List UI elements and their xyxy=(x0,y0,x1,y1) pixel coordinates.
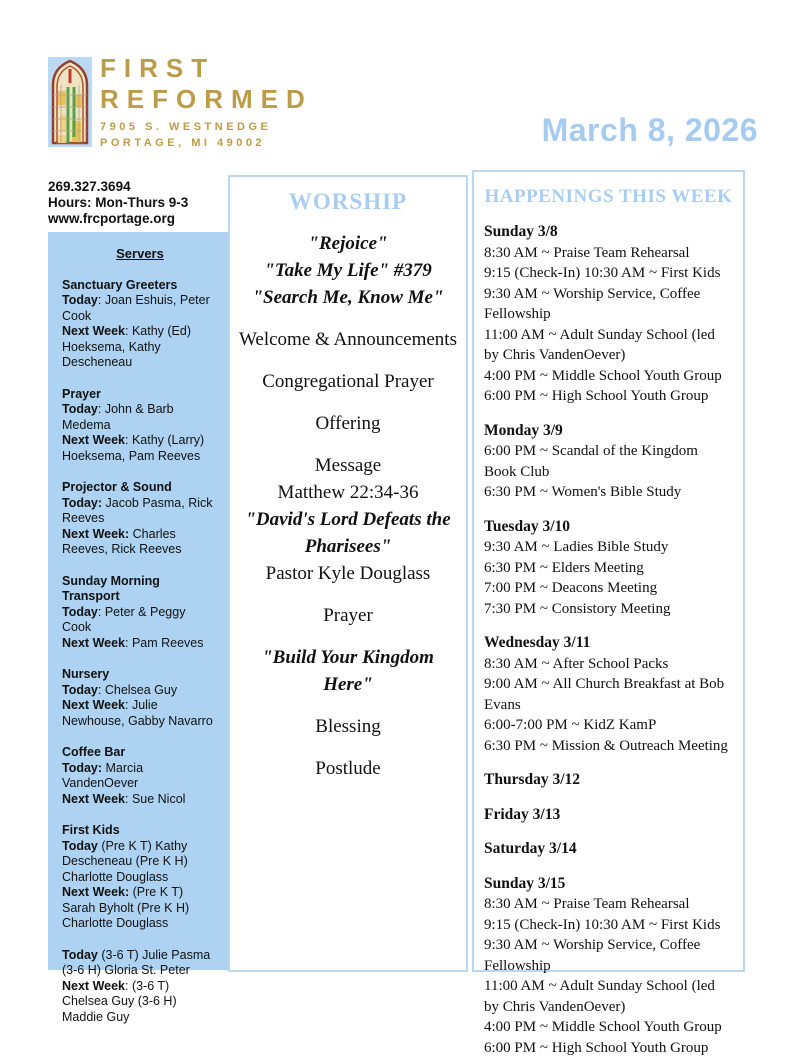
day-block-tuesday-3-10 xyxy=(484,517,733,620)
server-section-prayer xyxy=(62,387,218,465)
song-title: "Build Your Kingdom Here" xyxy=(236,644,460,698)
section-heading: Coffee Bar xyxy=(62,745,218,761)
event: 11:00 AM ~ Adult Sunday School (led by Chris VandenOever) xyxy=(484,325,733,366)
worship-item: Congregational Prayer xyxy=(236,368,460,395)
server-line: Next Week: (3-6 T) Chelsea Guy (3-6 H) Maddie Guy xyxy=(62,979,218,1026)
server-line: Today: Chelsea Guy xyxy=(62,683,218,699)
church-name-line2: REFORMED xyxy=(100,84,313,115)
server-line: Next Week: Charles Reeves, Rick Reeves xyxy=(62,527,218,558)
server-line: Today: Jacob Pasma, Rick Reeves xyxy=(62,496,218,527)
event: 7:30 PM ~ Consistory Meeting xyxy=(484,599,733,620)
day-block-sunday-3-8 xyxy=(484,222,733,407)
server-section-first-kids xyxy=(62,823,218,932)
server-section-sanctuary-greeters xyxy=(62,278,218,371)
event: 9:30 AM ~ Worship Service, Coffee Fellowship xyxy=(484,284,733,325)
section-heading: Sunday Morning Transport xyxy=(62,574,218,605)
worship-item: Postlude xyxy=(236,755,460,782)
event: 11:00 AM ~ Adult Sunday School (led by Chris VandenOever) xyxy=(484,976,733,1017)
office-hours: Hours: Mon-Thurs 9-3 xyxy=(48,195,188,211)
event: 7:00 PM ~ Deacons Meeting xyxy=(484,578,733,599)
bulletin-date: March 8, 2026 xyxy=(358,112,758,149)
church-logo xyxy=(48,57,92,147)
day-heading: Sunday 3/8 xyxy=(484,222,733,243)
server-section-first-kids-3-6 xyxy=(62,948,218,1026)
server-line: Next Week: Kathy (Ed) Hoeksema, Kathy Descheneau xyxy=(62,324,218,371)
section-heading: Projector & Sound xyxy=(62,480,218,496)
song-title: "Take My Life" #379 xyxy=(236,257,460,284)
server-line: Today (Pre K T) Kathy Descheneau (Pre K H) Charlotte Douglass xyxy=(62,839,218,886)
worship-column xyxy=(228,175,468,972)
church-address-line1: 7905 S. WESTNEDGE xyxy=(100,120,313,135)
event: 6:00 PM ~ Scandal of the Kingdom Book Club xyxy=(484,441,733,482)
servers-title: Servers xyxy=(62,246,218,262)
server-line: Today: Peter & Peggy Cook xyxy=(62,605,218,636)
event: 6:30 PM ~ Elders Meeting xyxy=(484,558,733,579)
servers-sidebar xyxy=(48,232,230,970)
worship-item: Blessing xyxy=(236,713,460,740)
day-block-wednesday-3-11 xyxy=(484,633,733,756)
server-section-nursery xyxy=(62,667,218,729)
event: 6:30 PM ~ Women's Bible Study xyxy=(484,482,733,503)
song-title: "Search Me, Know Me" xyxy=(236,284,460,311)
day-heading: Sunday 3/15 xyxy=(484,874,733,895)
day-block-saturday-3-14 xyxy=(484,839,733,860)
song-title: "Rejoice" xyxy=(236,230,460,257)
event: 6:30 PM ~ Mission & Outreach Meeting xyxy=(484,736,733,757)
worship-song-block xyxy=(236,644,460,698)
event: 6:00-7:00 PM ~ KidZ KamP xyxy=(484,715,733,736)
event: 9:30 AM ~ Worship Service, Coffee Fellowship xyxy=(484,935,733,976)
section-heading: Prayer xyxy=(62,387,218,403)
day-heading: Tuesday 3/10 xyxy=(484,517,733,538)
server-section-transport xyxy=(62,574,218,652)
section-heading: Nursery xyxy=(62,667,218,683)
phone-number: 269.327.3694 xyxy=(48,179,188,195)
worship-message-block: Message Matthew 22:34-36 "David's Lord Defeats the Pharisees" Pastor Kyle Douglass xyxy=(236,452,460,587)
scripture-reference: Matthew 22:34-36 xyxy=(236,479,460,506)
section-heading: Sanctuary Greeters xyxy=(62,278,218,294)
event: 8:30 AM ~ After School Packs xyxy=(484,654,733,675)
server-line: Today: Marcia VandenOever xyxy=(62,761,218,792)
event: 4:00 PM ~ Middle School Youth Group xyxy=(484,366,733,387)
server-section-coffee-bar xyxy=(62,745,218,807)
server-line: Next Week: (Pre K T) Sarah Byholt (Pre K H) Charlotte Douglass xyxy=(62,885,218,932)
day-heading: Friday 3/13 xyxy=(484,805,733,826)
worship-songs-block xyxy=(236,230,460,311)
day-block-thursday-3-12 xyxy=(484,770,733,791)
server-section-projector-sound xyxy=(62,480,218,558)
happenings-column xyxy=(472,170,745,972)
worship-item: Offering xyxy=(236,410,460,437)
event: 9:15 (Check-In) 10:30 AM ~ First Kids xyxy=(484,915,733,936)
server-line: Today: John & Barb Medema xyxy=(62,402,218,433)
website-url: www.frcportage.org xyxy=(48,211,188,227)
event: 8:30 AM ~ Praise Team Rehearsal xyxy=(484,243,733,264)
church-name-line1: FIRST xyxy=(100,53,313,84)
server-line: Next Week: Julie Newhouse, Gabby Navarro xyxy=(62,698,218,729)
worship-item: Prayer xyxy=(236,602,460,629)
worship-item: Welcome & Announcements xyxy=(236,326,460,353)
event: 9:30 AM ~ Ladies Bible Study xyxy=(484,537,733,558)
day-heading: Wednesday 3/11 xyxy=(484,633,733,654)
day-block-sunday-3-15 xyxy=(484,874,733,1058)
event: 9:15 (Check-In) 10:30 AM ~ First Kids xyxy=(484,263,733,284)
happenings-title: HAPPENINGS THIS WEEK xyxy=(484,186,733,208)
stained-glass-window-icon xyxy=(48,57,92,147)
event: 6:00 PM ~ High School Youth Group xyxy=(484,1038,733,1058)
sermon-title: "David's Lord Defeats the Pharisees" xyxy=(236,506,460,560)
day-heading: Monday 3/9 xyxy=(484,421,733,442)
church-name-block xyxy=(100,53,313,151)
server-line: Next Week: Kathy (Larry) Hoeksema, Pam Reeves xyxy=(62,433,218,464)
server-line: Today: Joan Eshuis, Peter Cook xyxy=(62,293,218,324)
day-block-monday-3-9 xyxy=(484,421,733,503)
server-line: Next Week: Pam Reeves xyxy=(62,636,218,652)
day-heading: Thursday 3/12 xyxy=(484,770,733,791)
server-line: Next Week: Sue Nicol xyxy=(62,792,218,808)
day-block-friday-3-13 xyxy=(484,805,733,826)
event: 6:00 PM ~ High School Youth Group xyxy=(484,386,733,407)
section-heading: First Kids xyxy=(62,823,218,839)
church-address-line2: PORTAGE, MI 49002 xyxy=(100,136,313,151)
event: 9:00 AM ~ All Church Breakfast at Bob Evans xyxy=(484,674,733,715)
event: 8:30 AM ~ Praise Team Rehearsal xyxy=(484,894,733,915)
worship-title: WORSHIP xyxy=(230,189,466,215)
contact-info xyxy=(48,179,188,227)
event: 4:00 PM ~ Middle School Youth Group xyxy=(484,1017,733,1038)
day-heading: Saturday 3/14 xyxy=(484,839,733,860)
server-line: Today (3-6 T) Julie Pasma (3-6 H) Gloria St. Peter xyxy=(62,948,218,979)
pastor-name: Pastor Kyle Douglass xyxy=(236,560,460,587)
